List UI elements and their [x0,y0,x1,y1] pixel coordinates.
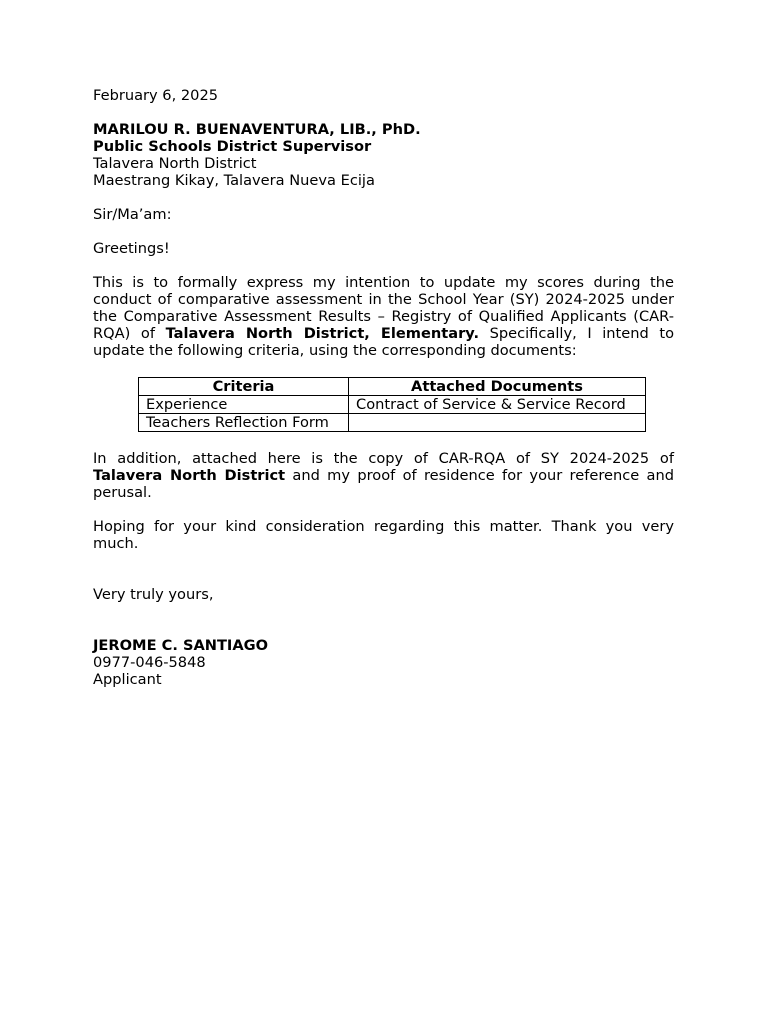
recipient-address: Maestrang Kikay, Talavera Nueva Ecija [93,172,375,189]
recipient-name: MARILOU R. BUENAVENTURA, LIB., PhD. [93,121,421,138]
header-attached-documents: Attached Documents [349,378,646,396]
intent-text-b: Specifically, I intend to update the following criteria, using the corresponding documents: [93,325,675,359]
intent-text-a: This is to formally express my intention to update my scores during the conduct of comparative assessment in the School Year (SY) 2024-2025 under the Comparative Assessment Results – Registry of Qualified Applicants (CAR-RQA) of [93,274,674,342]
table-cell-criteria: Experience [139,396,349,414]
table-cell-criteria: Teachers Reflection Form [139,414,349,432]
recipient-position: Public Schools District Supervisor [93,138,372,155]
table-cell-documents: Contract of Service & Service Record [349,396,646,414]
header-criteria: Criteria [139,378,349,396]
criteria-table [138,377,646,432]
attachment-district-bold: Talavera North District [93,467,286,484]
table-row [139,396,646,414]
salutation: Sir/Ma’am: [93,206,172,223]
closing-paragraph: Hoping for your kind consideration regarding this matter. Thank you very much. [93,518,674,552]
intent-district-bold: Talavera North District, Elementary. [165,325,479,342]
table-header-row [139,378,646,396]
intent-paragraph [93,274,674,359]
attachment-text-b: and my proof of residence for your reference and perusal. [93,467,674,501]
sender-name: JEROME C. SANTIAGO [93,637,269,654]
table-cell-documents [349,414,646,432]
letter-page [93,87,674,688]
sender-role: Applicant [93,671,162,688]
table-row [139,414,646,432]
letter-date: February 6, 2025 [93,87,219,104]
recipient-office: Talavera North District [93,155,257,172]
complimentary-close: Very truly yours, [93,586,214,603]
attachment-text-a: In addition, attached here is the copy of CAR-RQA of SY 2024-2025 of [93,450,674,467]
greeting: Greetings! [93,240,170,257]
attachment-paragraph [93,450,674,501]
sender-phone: 0977-046-5848 [93,654,206,671]
